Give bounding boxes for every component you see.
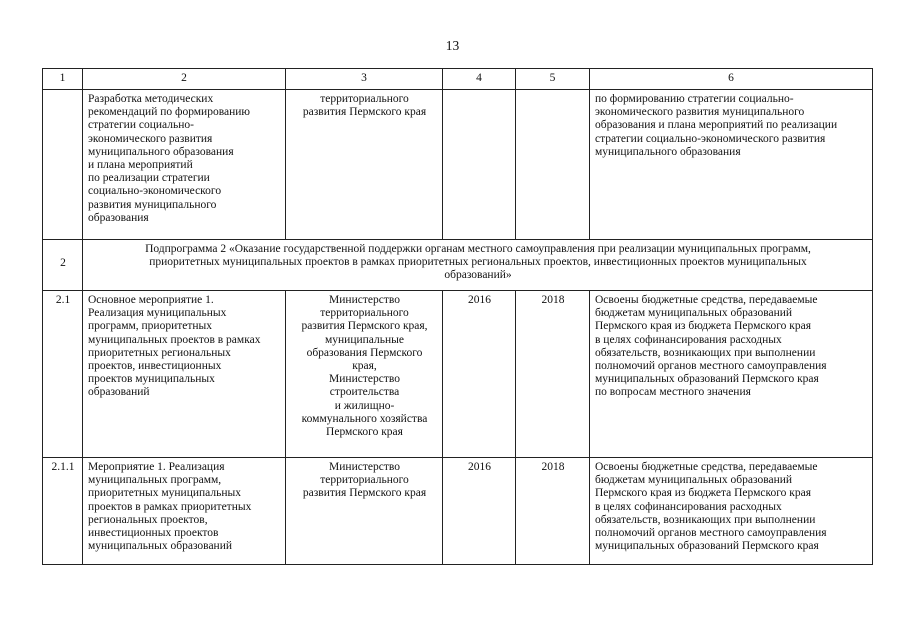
start-year-cell: 2016 [443, 458, 516, 565]
column-number: 6 [590, 69, 873, 90]
column-number: 2 [83, 69, 286, 90]
row-number-cell: 2.1 [43, 291, 83, 458]
subprogram-row [43, 240, 873, 291]
activities-table [42, 68, 873, 565]
row-number-cell: 2 [43, 240, 83, 291]
expected-result-cell: Освоены бюджетные средства, передаваемые бюджетам муниципальных образований Пермского края из бюджета Пермского края в целях софинансирования расходных обязательств, возникающих при выполнении полномочий органов местного самоуправления муниципальных образований Пермского края по вопросам местного значения [590, 291, 873, 458]
end-year-cell [516, 90, 590, 240]
column-number: 5 [516, 69, 590, 90]
executor-cell: территориального развития Пермского края [286, 90, 443, 240]
column-number-row [43, 69, 873, 90]
subprogram-title: Подпрограмма 2 «Оказание государственной поддержки органам местного самоуправления при реализации муниципальных программ, приоритетных муниципальных проектов в рамках приоритетных региональных проектов, инвестиционных проектов муниципальных образований» [83, 240, 873, 291]
column-number: 1 [43, 69, 83, 90]
expected-result-cell: по формированию стратегии социально- экономического развития муниципального образования и плана мероприятий по реализации стратегии социально-экономического развития муниципального образования [590, 90, 873, 240]
executor-cell: Министерство территориального развития Пермского края, муниципальные образования Пермского края, Министерство строительства и жилищно- коммунального хозяйства Пермского края [286, 291, 443, 458]
page-number: 13 [445, 38, 460, 53]
activity-name-cell: Мероприятие 1. Реализация муниципальных программ, приоритетных муниципальных проектов в рамках приоритетных региональных проектов, инвестиционных проектов муниципальных образований [83, 458, 286, 565]
row-number-cell [43, 90, 83, 240]
end-year-cell: 2018 [516, 291, 590, 458]
table-row [43, 291, 873, 458]
start-year-cell [443, 90, 516, 240]
row-number-cell: 2.1.1 [43, 458, 83, 565]
column-number: 3 [286, 69, 443, 90]
expected-result-cell: Освоены бюджетные средства, передаваемые бюджетам муниципальных образований Пермского края из бюджета Пермского края в целях софинансирования расходных обязательств, возникающих при выполнении полномочий органов местного самоуправления муниципальных образований Пермского края [590, 458, 873, 565]
table-row [43, 458, 873, 565]
start-year-cell: 2016 [443, 291, 516, 458]
executor-cell: Министерство территориального развития Пермского края [286, 458, 443, 565]
activity-name-cell: Разработка методических рекомендаций по формированию стратегии социально- экономического развития муниципального образования и плана мероприятий по реализации стратегии социально-экономического развития муниципального образования [83, 90, 286, 240]
table-row [43, 90, 873, 240]
column-number: 4 [443, 69, 516, 90]
end-year-cell: 2018 [516, 458, 590, 565]
activity-name-cell: Основное мероприятие 1. Реализация муниципальных программ, приоритетных муниципальных проектов в рамках приоритетных региональных проектов, инвестиционных проектов муниципальных образований [83, 291, 286, 458]
